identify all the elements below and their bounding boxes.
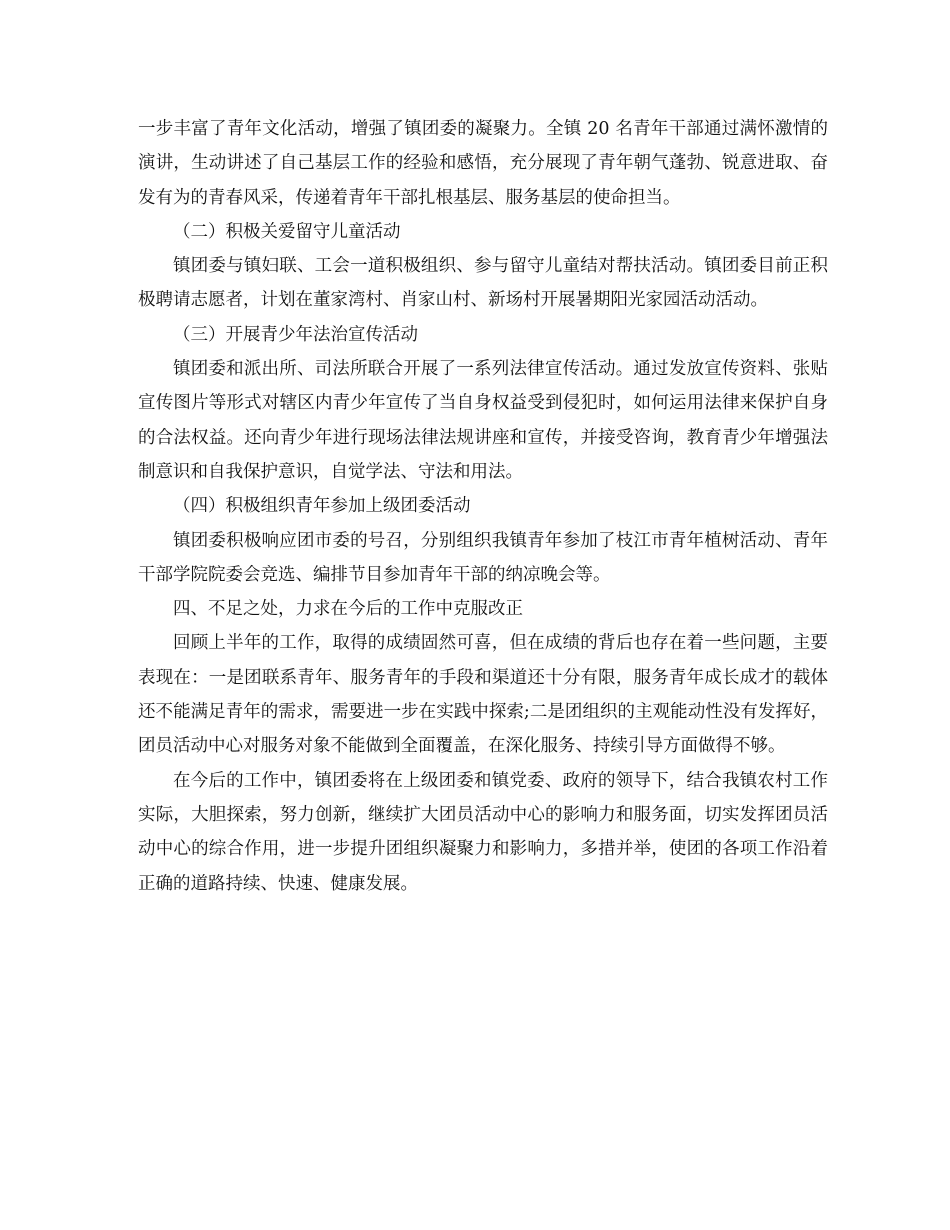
paragraph-continued: 一步丰富了青年文化活动，增强了镇团委的凝聚力。全镇 20 名青年干部通过满怀激情的演讲，生动讲述了自己基层工作的经验和感悟，充分展现了青年朝气蓬勃、锐意进取、奋发有为的青春风采，传递着青年干部扎根基层、服务基层的使命担当。: [138, 119, 828, 208]
section-heading-3: （三）开展青少年法治宣传活动: [173, 324, 418, 345]
section-heading-4: （四）积极组织青年参加上级团委活动: [173, 496, 471, 517]
section-heading-shortcomings: 四、不足之处，力求在今后的工作中克服改正: [173, 599, 523, 620]
paragraph-upper-activities: 镇团委积极响应团市委的号召，分别组织我镇青年参加了枝江市青年植树活动、青年干部学院院委会竞选、编排节目参加青年干部的纳凉晚会等。: [138, 530, 828, 585]
paragraph-review: 回顾上半年的工作，取得的成绩固然可喜，但在成绩的背后也存在着一些问题，主要表现在：一是团联系青年、服务青年的手段和渠道还十分有限，服务青年成长成才的载体还不能满足青年的需求，需要进一步在实践中探索;二是团组织的主观能动性没有发挥好，团员活动中心对服务对象不能做到全面覆盖，在深化服务、持续引导方面做得不够。: [138, 633, 828, 757]
section-heading-2: （二）积极关爱留守儿童活动: [173, 221, 401, 242]
paragraph-left-behind-children: 镇团委与镇妇联、工会一道积极组织、参与留守儿童结对帮扶活动。镇团委目前正积极聘请志愿者，计划在董家湾村、肖家山村、新场村开展暑期阳光家园活动活动。: [138, 256, 828, 311]
paragraph-legal-publicity: 镇团委和派出所、司法所联合开展了一系列法律宣传活动。通过发放宣传资料、张贴宣传图片等形式对辖区内青少年宣传了当自身权益受到侵犯时，如何运用法律来保护自身的合法权益。还向青少年进行现场法律法规讲座和宣传，并接受咨询，教育青少年增强法制意识和自我保护意识，自觉学法、守法和用法。: [138, 359, 828, 482]
paragraph-future-work: 在今后的工作中，镇团委将在上级团委和镇党委、政府的领导下，结合我镇农村工作实际，大胆探索，努力创新，继续扩大团员活动中心的影响力和服务面，切实发挥团员活动中心的综合作用，进一步提升团组织凝聚力和影响力，多措并举，使团的各项工作沿着正确的道路持续、快速、健康发展。: [138, 770, 828, 894]
document-body: [138, 112, 828, 901]
